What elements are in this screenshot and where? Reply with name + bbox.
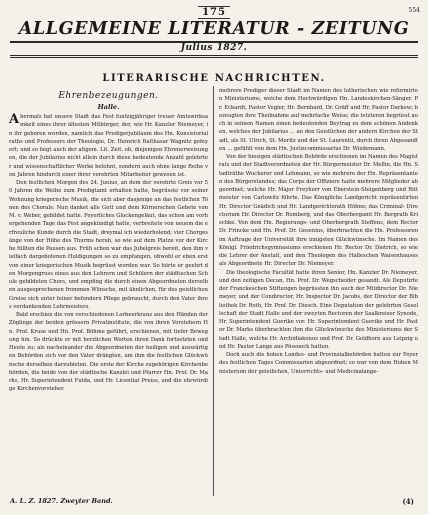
paragraph: Die theologische Facultät hatte ihren Senior, Hn. Kanzler Dr. Niemeyer, und den zeitigen Decan, Hn. Prof. Dr. Wegscheider gesandt. Als Deputirte der Franckeschen Stiftungen begrüssten ihn auch der Mitdirector Dr. Niemeyer, und der Condirector, Hr. Inspector Dr. Jacobs, der Director der Bibliothek Dr. Roth, Hr. Prof. Dr. Diesch. Eine Deputation der gelehrten Gesellschaft der Stadt Halle und der zweyten Rectoren der Saalkreiser Synode, Hr. Superintendent Guerike vor. Hr. Superintendent Guerike und Hr. Pastor Dr. Marks überbrachten ihm die Glückwünsche des Ministeriums der Stadt Halle, welche Hr. Archidiakonus und Prof. Dr. Goldhorn aus Leipzig und Hr. Pastor Lange aus Pössneck hatten. [219, 269, 418, 350]
drop-cap: A [9, 112, 20, 127]
masthead-rule-bottom [10, 55, 418, 56]
masthead-title: ALLGEMEINE LITERATUR - ZEITUNG [18, 19, 410, 39]
footer-volume: A. L. Z. 1827. Zweyter Band. [10, 497, 113, 505]
paragraph [9, 113, 208, 179]
column-divider [213, 86, 214, 496]
footer-signature: (4) [402, 497, 414, 506]
paragraph: mehrere Prediger dieser Stadt im Namen des lutherischen wie reformirten Ministeriums, welche dem Hochwürdigen Hn. Landeskirchen-Sänger. Pr. Eckardt, Pastor Vogler, Hr. Bernhard, Dr. Gräff und Hr. Pastor Darkow; bezeugten ihre Theilnahme auf mehrfache Weise; die letzteren begrüsst auch in seinem Namen einen bedeutenden Beytrag zu dem schönen Andenken, welches der Jubilarius ... an den Geistlichen der andern Kirchen der Stadt, als St. Ulrich, St. Moritz und der St. Laurentii, durch ihren Abgesandten ... gefühlt von dem Hn. Justizcommissarius Dr. Wiedemann. [219, 88, 418, 152]
city-subheading: Halle. [97, 103, 120, 111]
issue-number [0, 6, 428, 19]
left-column [9, 90, 208, 394]
paragraph: Bald erschien die von verschiedenen Lorbeerkranz aus den Händen der Zöglinge der beiden grössern Privatinstitute, die von ihren Vorstehern Hn. Prof. Kruse und Hn. Prof. Böhme geführt, erschienen, mit tiefer Bewegung hin. So drückte er mit herzlichen Worten ihren Dank fortsetzten und Heute zu; als nacheinander die Abgeordneten der heiligen und auswärtigen Behörden sich vor den Vater drängten, um ihm die festlichen Glückwünsche derselben darzubieten. Die erste der Kirche zugehörigen Kirchenbehörden, die beide von der städtische Kanzlei und Pfarrer Hn. Prof. Dr. Marks, Hr. Superintendent Fulda, und Hr. Licentiat Preiss, und die ehrwürdige Kirchenvorsteher. [9, 312, 208, 393]
paragraph: Von der hiesigen städtischen Behörde erschienen im Namen des Magistrats und der Stadtverordneten der Hr. Bürgermeister Dr. Mellin, die Hn. Stadträthe Wucherer und Lehmann, so wie mehrere der Hn. Repräsentanten des Bürgerstandes; das Corps der Offiziere hatte mehrere Mitglieder abgeordnet; welche Hr. Major Freyherr von Eberstein-Steigenberg und Rittmeister von Carlowitz führte. Das Königliche Landgericht repräsentirten Hr. Director Gnädich und Hr. Landgerichtsrath Höhne; das Criminal- Directorium Hr. Director Dr. Romberg, und das Oberbergamt Hr. Bergrath Krischke. Von dem Hn. Regierungs- und Oberbergrath Steffens, dem Rector Dr. Frincke und Hn. Prof. Dr. Gesenius, überbrachten die Hn. Professoren im Auftrage der Universität ihre innigsten Glückwünsche. Im Namen des Königl. Friedrichsgymnasiums erschienen Hr. Rector Dr. Dietrich, so wie die Lehrer der Anstalt, und den Theologen des Halleschen Waisenhauses als Abgeordnete Hr. Director Dr. Niemeyer. [219, 154, 418, 268]
issue-number-value: 175 [198, 6, 230, 19]
paragraph: Doch auch die hohen Landes- und Provinzialbehörden hatten zur Feyer des festlichen Tages Commissarien abgeordnet; so war von dem Hohen Ministerium der geistlichen, Unterrichts- und Medicinalange- [219, 352, 418, 375]
masthead-rule-bottom-2 [10, 57, 418, 58]
page-number: 554 [408, 7, 420, 14]
section-title: LITERARISCHE NACHRICHTEN. [102, 73, 326, 84]
paragraph: Den festlichen Morgen des 24. Junius, an dem der verehrte Greis vor 50 Jahren die Weihe zum Predigtamt erhalten hatte, begrüsste vor seiner Wohnung kriegerische Musik, die sich aber dasjenige an das festlichen Tönen des Chorals: Nun danket alle Gott und dem Körnerschen Gebete von M. v. Weber, gebildet hatte. Feyerliches Glockengeläut, das schon am vorhergehenden Tage das Fest angekündigt hatte, verbreitete von neuem die erfreuliche Kunde durch die Stadt, dreymal ich wiederholend; vier Chorgesänge von der Höhe des Thurms herab, so wie auf dem Platze vor der Kirche füllten die Pausen aus. Früh schon war das Jubelgreis bereit, den ihm vielfach dargebotenen Huldigungen so zu empfangen, obwohl er eben erst von einer kriegerischen Musik begrüsst worden war. So hörte er geehrt den Morgengruss eines aus den Lehrern und Schülern der städtischen Schule gebildeten Chors, und empfing die durch einen Abgeordneten derselben ausgesprochenen frommen Wünsche, mit ähnlichen, für des geistlichen Greise sich unter feiner befondern Pflege gebraucht, durch den Vater ihres verdankenden Lehrmeisters. [9, 180, 208, 310]
column-heading: Ehrenbezeugungen. [58, 91, 159, 101]
issue-date: Julius 1827. [180, 43, 248, 53]
paragraph-text: bermals hat unsere Stadt das Fest funfzigjähriger treuer Amtswirksamkeit eines ihrer ältesten Mitbürger, der, wie Hr. Kanzler Niemeyer, in ihr geboren worden, namlich das Predigerjubilaum des Hn. Konsistorialraths und Professors der Theologie, Dr. Heinrich Balthasar Wagnitz gefeyert; und so liegt auch der altgem. Lit. Zeit. ob, diejenigen Ehrenerweisungen, die der Jubilarius nicht allein durch diese bedeutende Anzahl gelehrter und wissenschaftlicher Werke belohnt, sondern auch ohne lange Reihe von Jahren hindurch einer ihrer verehrten Mitarbeiter gewesen ist. [9, 114, 208, 178]
right-column [219, 87, 418, 376]
